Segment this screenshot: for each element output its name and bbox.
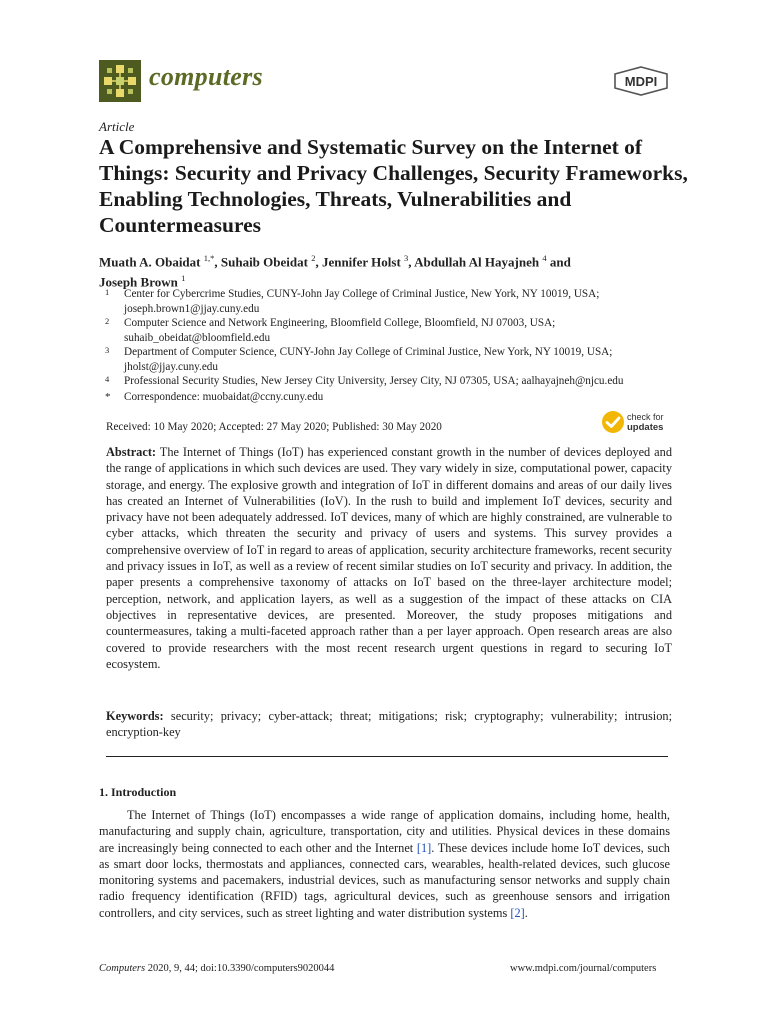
footer-journal: Computers <box>99 963 146 974</box>
correspondence-text: Correspondence: muobaidat@ccny.cuny.edu <box>124 391 324 403</box>
publisher-name: MDPI <box>624 74 658 89</box>
author-name: Jennifer Holst <box>321 254 401 270</box>
paragraph-text: The Internet of Things (IoT) encompasses a wide range of application domains, including home, health, manufacturing and supply chain, agriculture, transportation, city and utilities. Physical devices in these domains are increasingly being connected to each other and the Internet <box>99 808 670 855</box>
paragraph-text: . These devices include home IoT devices, such as smart door locks, thermostats and appliances, connected cars, wearables, health-related devices, such glucose monitoring systems and pacemakers, industrial devices, such as manufacturing sensor networks and supply chain radio frequency identification (RFID) tags, agricultural devices, such as greenhouse sensors and irrigation controllers, and city services, such as street lighting and water distribution systems <box>99 840 670 920</box>
article-title: A Comprehensive and Systematic Survey on the Internet of Things: Security and Privacy Challenges, Security Frameworks, Enabling Technologies, Threats, Vulnerabilities and Countermeasures <box>99 135 688 237</box>
check-for-updates-icon[interactable] <box>601 410 625 439</box>
author-name: Muath A. Obaidat <box>99 254 201 270</box>
keywords-label: Keywords: <box>106 709 164 723</box>
article-type: Article <box>99 119 135 134</box>
affiliation-email: suhaib_obeidat@bloomfield.edu <box>124 331 271 344</box>
check-for-updates-line2: updates <box>627 421 664 433</box>
correspondence <box>99 390 679 405</box>
author-name: Suhaib Obeidat <box>220 254 308 270</box>
author-separator: , <box>408 254 415 270</box>
affiliation-email: joseph.brown1@jjay.cuny.edu <box>124 302 260 315</box>
abstract <box>106 444 672 672</box>
affiliation <box>99 316 679 345</box>
author-affiliation-marker: 1,* <box>203 253 215 263</box>
abstract-text: The Internet of Things (IoT) has experienced constant growth in the number of devices deployed and the range of applications in which such devices are used. They vary widely in size, computational power, capacity storage, and energy. The explosive growth and integration of IoT in different domains and areas of our daily lives has created an Internet of Vulnerabilities (IoV). In the rush to build and implement IoT devices, security and privacy have not been adequately addressed. IoT devices, many of which are highly constrained, are vulnerable to cyber attacks, which threaten the security and privacy of users and systems. This survey provides a comprehensive overview of IoT in regard to areas of application, security architecture frameworks, recent security and privacy issues in IoT, as well as a review of recent similar studies on IoT security and privacy. In addition, the paper presents a comprehensive taxonomy of attacks on IoT based on the three-layer architecture model; perception, network, and application layers, as well as a suggestion of the impact of these attacks on CIA objectives in representative devices, are presented. Moreover, the study proposes mitigations and countermeasures, taking a multi-faceted approach rather than a per layer approach. Open research areas are also covered to provide researchers with the most recent research urgent questions in regard to securing IoT ecosystem. <box>106 445 672 671</box>
author-affiliation-marker: 4 <box>542 253 547 263</box>
footer-citation <box>99 963 334 974</box>
citation-link[interactable]: [2] <box>510 905 525 920</box>
paragraph-text: . <box>524 905 528 920</box>
author-list <box>99 250 679 291</box>
journal-name: computers <box>149 62 263 91</box>
correspondence-marker: * <box>105 391 111 403</box>
author-separator: and <box>546 254 571 270</box>
author-name: Joseph Brown <box>99 274 178 290</box>
affiliation-marker: 1 <box>105 287 110 297</box>
abstract-label: Abstract: <box>106 445 157 459</box>
author-name: Abdullah Al Hayajneh <box>414 254 540 270</box>
keywords-text: security; privacy; cyber-attack; threat; mitigations; risk; cryptography; vulnerability; intrusion; encryption-key <box>106 709 672 740</box>
author-affiliation-marker: 2 <box>311 253 316 263</box>
author-separator: , <box>214 254 221 270</box>
body-paragraph <box>99 807 670 921</box>
journal-logo-icon <box>99 60 141 102</box>
author-affiliation-marker: 1 <box>181 273 186 284</box>
author-separator: , <box>315 254 322 270</box>
affiliation <box>99 374 679 389</box>
footer-citation-text: 2020, 9, 44; doi:10.3390/computers9020044 <box>145 963 335 974</box>
affiliation-text: Center for Cybercrime Studies, CUNY-John Jay College of Criminal Justice, New York, NY 10019, USA; <box>124 288 600 300</box>
section-divider <box>106 756 668 757</box>
check-for-updates-line1: check for <box>627 412 664 422</box>
publication-dates: Received: 10 May 2020; Accepted: 27 May 2020; Published: 30 May 2020 <box>106 421 442 433</box>
keywords <box>106 708 672 741</box>
footer-url[interactable]: www.mdpi.com/journal/computers <box>510 963 657 974</box>
affiliation <box>99 345 679 374</box>
check-for-updates-label[interactable] <box>627 413 664 432</box>
section-heading: 1. Introduction <box>99 785 177 799</box>
affiliation-marker: 2 <box>105 316 110 326</box>
citation-link[interactable]: [1] <box>416 840 432 855</box>
affiliation-marker: 3 <box>105 345 110 355</box>
affiliation-text: Computer Science and Network Engineering, Bloomfield College, Bloomfield, NJ 07003, USA; <box>124 317 556 329</box>
mdpi-logo <box>612 66 670 101</box>
affiliation <box>99 287 679 316</box>
affiliation-email: jholst@jjay.cuny.edu <box>124 360 218 373</box>
affiliation-text: Department of Computer Science, CUNY-John Jay College of Criminal Justice, New York, NY 10019, USA; <box>124 346 613 358</box>
affiliation-text: Professional Security Studies, New Jersey City University, Jersey City, NJ 07305, USA; aalhayajneh@njcu.edu <box>124 375 624 387</box>
author-affiliation-marker: 3 <box>404 253 409 263</box>
affiliation-marker: 4 <box>105 374 110 384</box>
